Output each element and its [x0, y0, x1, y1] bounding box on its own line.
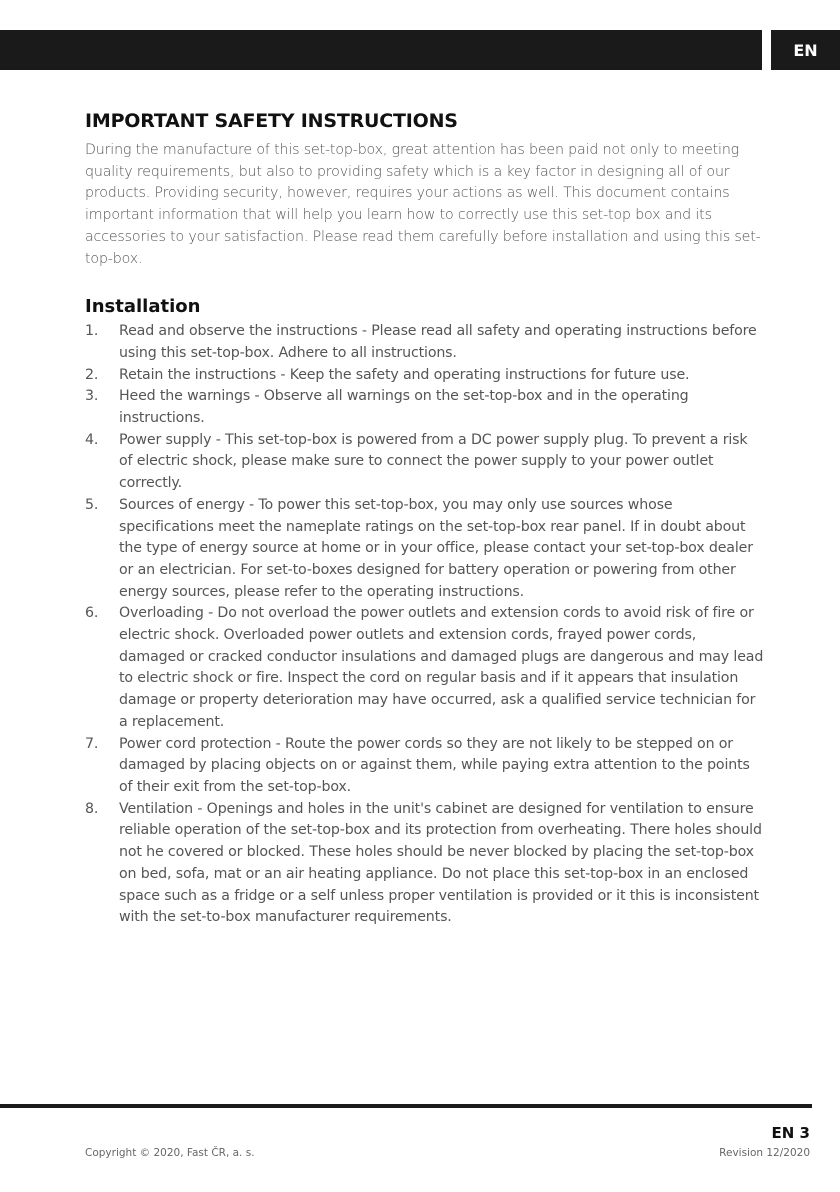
document-body [85, 110, 765, 929]
list-item [85, 430, 765, 495]
item-number: 3. [85, 388, 99, 405]
list-item [85, 321, 765, 364]
list-item [85, 365, 765, 387]
intro-paragraph: During the manufacture of this set-top-box, great attention has been paid not only to meeting quality requirements, but also to providing safety which is a key factor in designing all of our products. Providing security, however, requires your actions as well. This document contains important information that will help you learn how to correctly use this set-top box and its accessories to your satisfaction. Please read them carefully before installation and using this set-top-box. [85, 142, 761, 267]
item-text: Read and observe the instructions - Please read all safety and operating instructions before using this set-top-box. Adhere to all instructions. [119, 323, 757, 361]
copyright-text: Copyright © 2020, Fast ČR, a. s. [85, 1147, 255, 1159]
item-number: 8. [85, 800, 99, 817]
item-text: Heed the warnings - Observe all warnings on the set-top-box and in the operating instructions. [119, 388, 689, 427]
page-number: EN 3 [771, 1124, 810, 1142]
item-number: 7. [85, 735, 99, 752]
item-text: Overloading - Do not overload the power outlets and extension cords to avoid risk of fire or electric shock. Overloaded power outlets and extension cords, frayed power cords, damaged or cracked conductor insulations and damaged plugs are dangerous and may lead to electric shock or fire. Inspect the cord on regular basis and if it appears that insulation damage or property deterioration may have occurred, ask a qualified service technician for a replacement. [119, 605, 764, 730]
item-text: Power cord protection - Route the power cords so they are not likely to be stepped on or damaged by placing objects on or against them, while paying extra attention to the points of their exit from the set-top-box. [119, 735, 750, 795]
list-item [85, 799, 765, 929]
item-number: 4. [85, 431, 99, 448]
item-number: 5. [85, 496, 99, 513]
list-item [85, 386, 765, 429]
list-item [85, 734, 765, 799]
item-number: 2. [85, 366, 99, 383]
revision-text: Revision 12/2020 [719, 1147, 810, 1159]
instruction-list [85, 321, 765, 929]
item-number: 1. [85, 323, 99, 340]
item-text: Ventilation - Openings and holes in the unit's cabinet are designed for ventilation to ensure reliable operation of the set-top-box and its protection from overheating. There holes should not he covered or blocked. These holes should be never blocked by placing the set-top-box on bed, sofa, mat or an air heating appliance. Do not place this set-top-box in an enclosed space such as a fridge or a self unless proper ventilation is provided or it this is inconsistent with the set-to-box manufacturer requirements. [119, 800, 762, 926]
item-text: Retain the instructions - Keep the safety and operating instructions for future use. [119, 366, 690, 383]
page-title: IMPORTANT SAFETY INSTRUCTIONS [85, 110, 458, 132]
header-bar [0, 30, 762, 70]
language-tab: EN [771, 30, 840, 70]
footer-rule [0, 1104, 812, 1108]
item-text: Sources of energy - To power this set-top-box, you may only use sources whose specifications meet the nameplate ratings on the set-top-box rear panel. If in doubt about the type of energy source at home or in your office, please contact your set-top-box dealer or an electrician. For set-to-boxes designed for battery operation or powering from other energy sources, please refer to the operating instructions. [119, 496, 753, 600]
section-title-installation: Installation [85, 296, 201, 318]
item-number: 6. [85, 605, 99, 622]
list-item [85, 495, 765, 604]
item-text: Power supply - This set-top-box is powered from a DC power supply plug. To prevent a risk of electric shock, please make sure to connect the power supply to your power outlet correctly. [119, 431, 748, 492]
list-item [85, 603, 765, 733]
